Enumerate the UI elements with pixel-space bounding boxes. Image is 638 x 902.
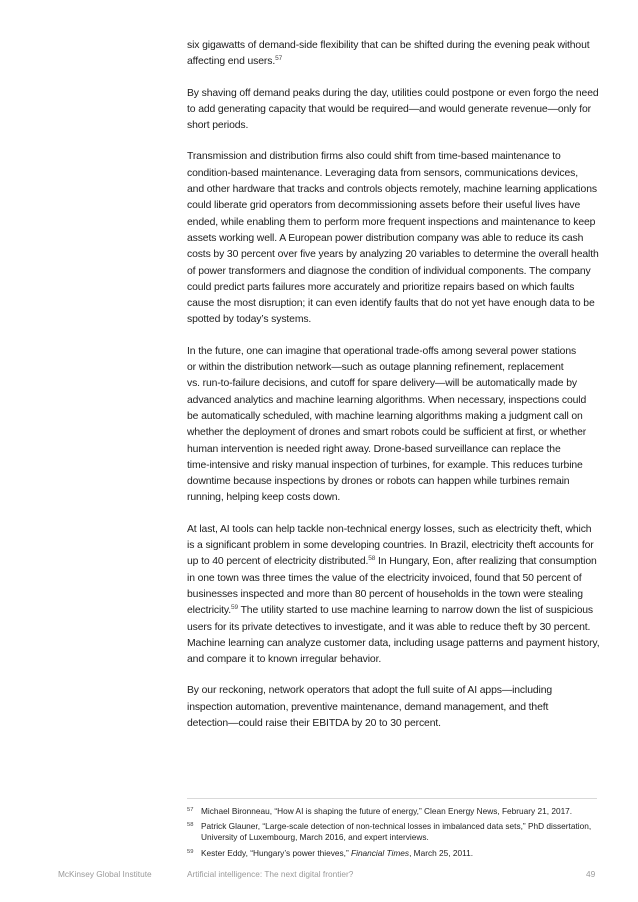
footnote-divider — [187, 798, 597, 799]
text-line: users for its private detectives to investigate, and it was able to reduce theft by 30 percent. — [187, 621, 591, 633]
footer-report-title: Artificial intelligence: The next digital frontier? — [187, 869, 354, 879]
footnote-ref-57[interactable]: 57 — [275, 55, 283, 63]
paragraph-6 — [187, 683, 605, 732]
text-line: or within the distribution network—such as outage planning refinement, replacement — [187, 362, 564, 374]
text-line: to add generating capacity that would be required—and would generate revenue—only for — [187, 103, 591, 115]
paragraph-3 — [187, 149, 605, 328]
footnote-line: University of Luxembourg, March 2016, and expert interviews. — [201, 832, 429, 843]
footnote-ref-59[interactable]: 59 — [230, 604, 238, 612]
footnote-segment: , March 25, 2011. — [409, 847, 474, 858]
footnote-number: 59 — [187, 848, 194, 855]
footnotes — [187, 806, 607, 863]
text-line: running, helping keep costs down. — [187, 492, 341, 504]
paragraph-5 — [187, 522, 605, 669]
text-segment: electricity. — [187, 605, 231, 617]
text-line: short periods. — [187, 120, 249, 132]
text-segment: affecting end users. — [187, 56, 276, 68]
text-line: advanced analytics and machine learning algorithms. When necessary, inspections could — [187, 394, 587, 406]
text-line: ended, while enabling them to perform more frequent inspections and maintenance to keep — [187, 216, 596, 228]
footnote-57 — [187, 806, 607, 817]
text-line: of power transformers and diagnose the condition of individual components. The company — [187, 265, 591, 277]
text-line: By our reckoning, network operators that adopt the full suite of AI apps—including — [187, 685, 553, 697]
text-segment: In Hungary, Eon, after realizing that consumption — [375, 556, 597, 568]
text-line: six gigawatts of demand-side flexibility that can be shifted during the evening peak without — [187, 40, 590, 51]
text-line: Machine learning can analyze customer data, including usage patterns and payment history, — [187, 637, 600, 649]
footnote-number: 58 — [187, 822, 194, 829]
text-line: condition-based maintenance. Leveraging data from sensors, communications devices, — [187, 167, 578, 179]
footnote-line: Michael Bironneau, “How AI is shaping the future of energy,” Clean Energy News, February 21, 2017. — [201, 806, 573, 816]
text-line: cause the most disruption; it can even identify faults that do not yet have enough data to be — [187, 298, 595, 310]
paragraph-1 — [187, 38, 605, 71]
text-line: human intervention is needed right away. Drone-based surveillance can replace the — [187, 443, 561, 455]
text-line: whether the deployment of drones and smart robots could be sufficient at first, or whether — [187, 427, 587, 439]
text-line: time-intensive and risky manual inspection of turbines, for example. This reduces turbine — [187, 459, 583, 471]
footnote-line: Patrick Glauner, “Large-scale detection of non-technical losses in imbalanced data sets,” PhD dissertation, — [201, 821, 592, 832]
footer-publisher: McKinsey Global Institute — [58, 869, 152, 879]
text-line: Transmission and distribution firms also could shift from time-based maintenance to — [187, 151, 561, 163]
text-segment: up to 40 percent of electricity distributed. — [187, 556, 369, 568]
footnote-text — [201, 848, 607, 859]
text-line: in one town was three times the value of the electricity invoiced, found that 50 percent of — [187, 572, 582, 584]
paragraph-2 — [187, 86, 605, 135]
publication-title: Financial Times — [351, 847, 410, 858]
text-line: spotted by today’s systems. — [187, 314, 312, 326]
footnote-ref-58[interactable]: 58 — [368, 555, 376, 563]
text-line: could liberate grid operators from decommissioning assets before their useful lives have — [187, 200, 581, 212]
footnote-text — [201, 806, 607, 817]
paragraph-4 — [187, 344, 605, 507]
text-line — [187, 603, 605, 619]
text-line — [187, 554, 605, 570]
footnote-line — [201, 848, 607, 859]
footnote-segment: Kester Eddy, “Hungary’s power thieves,” — [201, 847, 352, 858]
text-line: could predict parts failures more accurately and prioritize repairs based on which faults — [187, 281, 575, 293]
text-line: costs by 30 percent over five years by analyzing 20 variables to determine the overall health — [187, 249, 599, 261]
text-line: At last, AI tools can help tackle non-technical energy losses, such as electricity theft, which — [187, 523, 592, 535]
footnote-58 — [187, 821, 607, 843]
main-text — [187, 38, 605, 747]
text-line: assets working well. A European power distribution company was able to reduce its cash — [187, 232, 584, 244]
text-line: vs. run-to-failure decisions, and cutoff for spare delivery—will be automatically made by — [187, 378, 577, 390]
page-number: 49 — [586, 869, 596, 879]
text-line: is a significant problem in some developing countries. In Brazil, electricity theft accounts for — [187, 540, 594, 552]
footnote-text — [201, 821, 607, 843]
text-line: and other hardware that tracks and controls objects remotely, machine learning applications — [187, 184, 597, 196]
footnote-number: 57 — [187, 807, 194, 813]
text-line: downtime because inspections by drones or robots can happen while turbines remain — [187, 476, 570, 488]
text-line: businesses inspected and more than 80 percent of households in the town were stealing — [187, 588, 583, 600]
text-line: detection—could raise their EBITDA by 20 to 30 percent. — [187, 717, 441, 729]
text-line — [187, 54, 605, 70]
text-line: By shaving off demand peaks during the day, utilities could postpone or even forgo the need — [187, 87, 599, 99]
text-line: In the future, one can imagine that operational trade-offs among several power stations — [187, 345, 577, 357]
text-line: and compare it to known irregular behavior. — [187, 654, 382, 666]
text-line: be automatically scheduled, with machine learning algorithms making a judgment call on — [187, 410, 583, 422]
footnote-59 — [187, 848, 607, 859]
text-line: inspection automation, preventive maintenance, demand management, and theft — [187, 701, 549, 713]
text-segment: The utility started to use machine learning to narrow down the list of suspicious — [237, 605, 593, 617]
